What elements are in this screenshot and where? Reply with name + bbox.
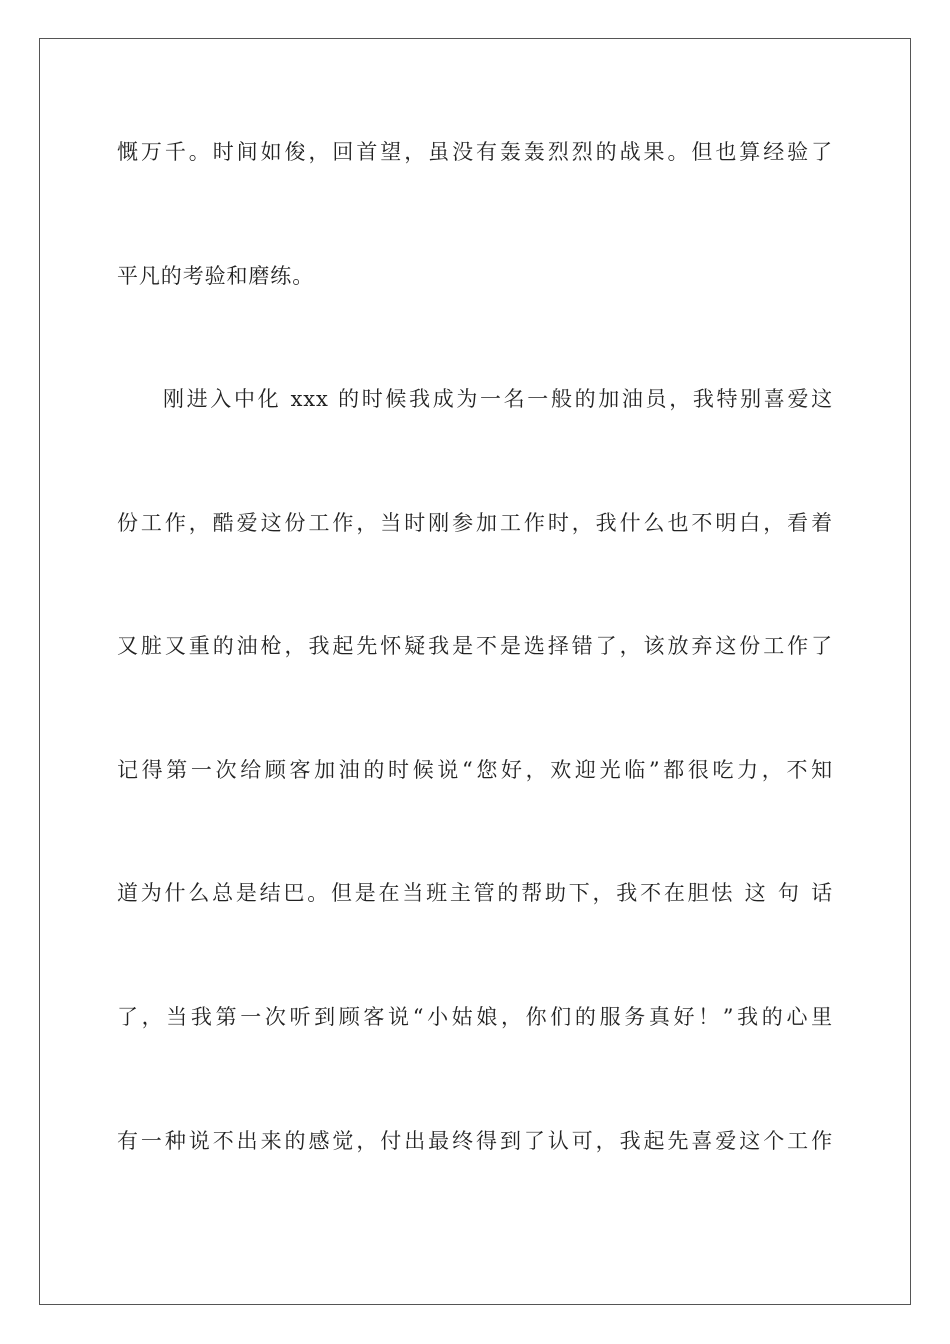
text-line-1: 慨万千。时间如俊，回首望，虽没有轰轰烈烈的战果。但也算经验了: [117, 140, 833, 164]
text-line-7: 道为什么总是结巴。但是在当班主管的帮助下，我不在胆怯 这 句 话: [117, 881, 833, 905]
text-line-8: 了，当我第一次听到顾客说“小姑娘，你们的服务真好！”我的心里: [117, 1005, 833, 1029]
text-line-2: 平凡的考验和磨练。: [117, 264, 315, 288]
text-line-6: 记得第一次给顾客加油的时候说“您好，欢迎光临”都很吃力，不知: [117, 758, 833, 782]
text-line-3: 刚进入中化 xxx 的时候我成为一名一般的加油员，我特别喜爱这: [163, 387, 833, 411]
text-line-5: 又脏又重的油枪，我起先怀疑我是不是选择错了，该放弃这份工作了: [117, 634, 833, 658]
page-border: [39, 38, 911, 1305]
text-line-9: 有一种说不出来的感觉，付出最终得到了认可，我起先喜爱这个工作: [117, 1129, 833, 1153]
text-line-4: 份工作，酷爱这份工作，当时刚参加工作时，我什么也不明白，看着: [117, 511, 833, 535]
